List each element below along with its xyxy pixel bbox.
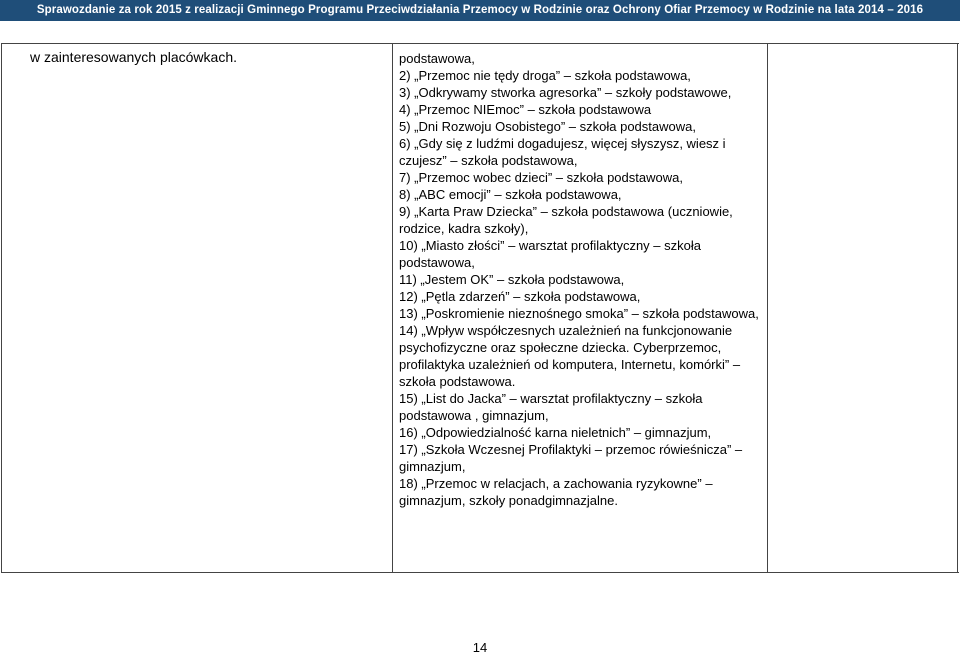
list-item: 11) „Jestem OK” – szkoła podstawowa, xyxy=(399,272,625,287)
list-item: profilaktyka uzależnień od komputera, Internetu, komórki” – xyxy=(399,357,741,372)
list-item: podstawowa , gimnazjum, xyxy=(399,408,549,423)
list-item: rodzice, kadra szkoły), xyxy=(399,221,529,236)
list-item: 15) „List do Jacka” – warsztat profilaktyczny – szkoła xyxy=(399,391,703,406)
page-number: 14 xyxy=(472,640,488,655)
list-item: 12) „Pętla zdarzeń” – szkoła podstawowa, xyxy=(399,289,641,304)
list-item: czujesz” – szkoła podstawowa, xyxy=(399,153,578,168)
list-item: 4) „Przemoc NIEmoc” – szkoła podstawowa xyxy=(399,102,652,117)
list-item: psychofizyczne oraz społeczne dziecka. Cyberprzemoc, xyxy=(399,340,722,355)
column-divider-2 xyxy=(767,44,768,572)
list-item: 2) „Przemoc nie tędy droga” – szkoła podstawowa, xyxy=(399,68,691,83)
list-item: podstawowa, xyxy=(399,51,475,66)
list-item: 13) „Poskromienie nieznośnego smoka” – szkoła podstawowa, xyxy=(399,306,759,321)
list-item: 3) „Odkrywamy stworka agresorka” – szkoły podstawowe, xyxy=(399,85,732,100)
list-item: 18) „Przemoc w relacjach, a zachowania ryzykowne” – xyxy=(399,476,713,491)
table-border-left xyxy=(1,44,2,572)
list-item: 17) „Szkoła Wczesnej Profilaktyki – przemoc rówieśnicza” – xyxy=(399,442,743,457)
table-cell-left: w zainteresowanych placówkach. xyxy=(30,49,237,65)
list-item: 5) „Dni Rozwoju Osobistego” – szkoła podstawowa, xyxy=(399,119,696,134)
table-border-right xyxy=(957,44,958,572)
list-item: szkoła podstawowa. xyxy=(399,374,516,389)
column-divider-1 xyxy=(392,44,393,572)
list-item: 9) „Karta Praw Dziecka” – szkoła podstawowa (uczniowie, xyxy=(399,204,733,219)
list-item: 16) „Odpowiedzialność karna nieletnich” – gimnazjum, xyxy=(399,425,712,440)
document-header xyxy=(0,0,960,21)
header-title: Sprawozdanie za rok 2015 z realizacji Gminnego Programu Przeciwdziałania Przemocy w Rodzinie oraz Ochrony Ofiar Przemocy w Rodzinie na lata 2014 – 2016 xyxy=(36,4,924,16)
list-item: 7) „Przemoc wobec dzieci” – szkoła podstawowa, xyxy=(399,170,683,185)
list-item: 10) „Miasto złości” – warsztat profilaktyczny – szkoła xyxy=(399,238,701,253)
list-item: gimnazjum, szkoły ponadgimnazjalne. xyxy=(399,493,618,508)
list-item: 14) „Wpływ współczesnych uzależnień na funkcjonowanie xyxy=(399,323,733,338)
list-item: 8) „ABC emocji” – szkoła podstawowa, xyxy=(399,187,622,202)
list-item: 6) „Gdy się z ludźmi dogadujesz, więcej słyszysz, wiesz i xyxy=(399,136,726,151)
list-item: gimnazjum, xyxy=(399,459,466,474)
list-item: podstawowa, xyxy=(399,255,475,270)
program-list xyxy=(399,50,763,509)
